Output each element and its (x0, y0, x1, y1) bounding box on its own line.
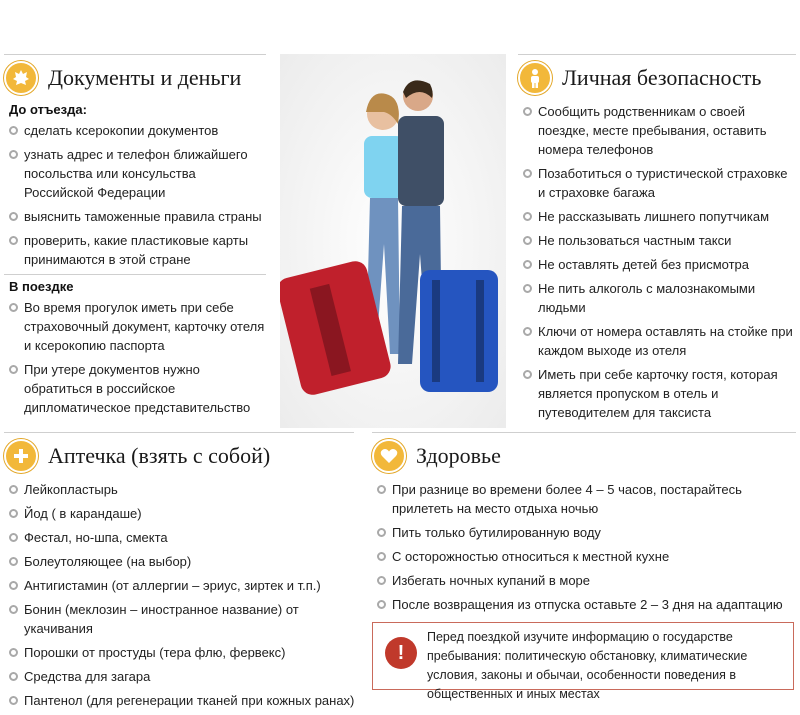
list-item: Антигистамин (от аллергии – эриус, зиртек и т.п.) (4, 576, 360, 595)
safety-section (518, 58, 796, 427)
list-item: Лейкопластырь (4, 480, 360, 499)
travel-couple-photo (280, 54, 506, 428)
during-trip-heading: В поездке (9, 279, 74, 294)
safety-title: Личная безопасность (562, 65, 762, 90)
list-item: С осторожностью относиться к местной кухне (372, 547, 792, 566)
list-item: проверить, какие пластиковые карты принимаются в этой стране (4, 231, 266, 269)
emblem-icon (4, 61, 38, 95)
list-item: Пить только бутилированную воду (372, 523, 792, 542)
list-item: Не оставлять детей без присмотра (518, 255, 796, 274)
safety-list (518, 102, 796, 422)
list-item: выяснить таможенные правила страны (4, 207, 266, 226)
list-item: Не пить алкоголь с малознакомыми людьми (518, 279, 796, 317)
list-item: Пантенол (для регенерации тканей при кожных ранах) (4, 691, 360, 710)
heart-icon (372, 439, 406, 473)
person-icon (518, 61, 552, 95)
firstaid-list (4, 480, 360, 710)
list-item: Средства для загара (4, 667, 360, 686)
before-trip-list (4, 121, 266, 269)
list-item: После возвращения из отпуска оставьте 2 – 3 дня на адаптацию (372, 595, 792, 614)
before-trip-heading: До отъезда: (9, 102, 87, 117)
firstaid-section (4, 436, 360, 715)
list-item: Иметь при себе карточку гостя, которая является пропуском в отель и путеводителем для таксиста (518, 365, 796, 422)
list-item: Бонин (меклозин – иностранное название) от укачивания (4, 600, 360, 638)
list-item: Порошки от простуды (тера флю, фервекс) (4, 643, 360, 662)
list-item: Избегать ночных купаний в море (372, 571, 792, 590)
documents-title: Документы и деньги (48, 65, 242, 90)
list-item: Ключи от номера оставлять на стойке при каждом выходе из отеля (518, 322, 796, 360)
list-item: Йод ( в карандаше) (4, 504, 360, 523)
list-item: сделать ксерокопии документов (4, 121, 266, 140)
warning-text: Перед поездкой изучите информацию о государстве пребывания: политическую обстановку, климатические условия, законы и обычаи, особенности поведения в общественных и иных местах (427, 630, 748, 701)
list-item: узнать адрес и телефон ближайшего посольства или консульства Российской Федерации (4, 145, 266, 202)
list-item: Сообщить родственникам о своей поездке, месте пребывания, оставить номера телефонов (518, 102, 796, 159)
list-item: Болеутоляющее (на выбор) (4, 552, 360, 571)
list-item: Не пользоваться частным такси (518, 231, 796, 250)
during-trip-list (4, 298, 266, 417)
health-title: Здоровье (416, 443, 501, 468)
plus-icon (4, 439, 38, 473)
exclamation-icon: ! (385, 637, 417, 669)
list-item: Позаботиться о туристической страховке и страховке багажа (518, 164, 796, 202)
health-section (372, 436, 792, 619)
list-item: Не рассказывать лишнего попутчикам (518, 207, 796, 226)
list-item: Во время прогулок иметь при себе страховочный документ, карточку отеля и ксерокопию паспорта (4, 298, 266, 355)
documents-section (4, 58, 266, 422)
list-item: Фестал, но-шпа, смекта (4, 528, 360, 547)
list-item: При утере документов нужно обратиться в российское дипломатическое представительство (4, 360, 266, 417)
health-list (372, 480, 792, 614)
warning-box (372, 622, 794, 701)
list-item: При разнице во времени более 4 – 5 часов, постарайтесь прилететь на место отдыха ночью (372, 480, 792, 518)
firstaid-title: Аптечка (взять с собой) (48, 443, 271, 468)
